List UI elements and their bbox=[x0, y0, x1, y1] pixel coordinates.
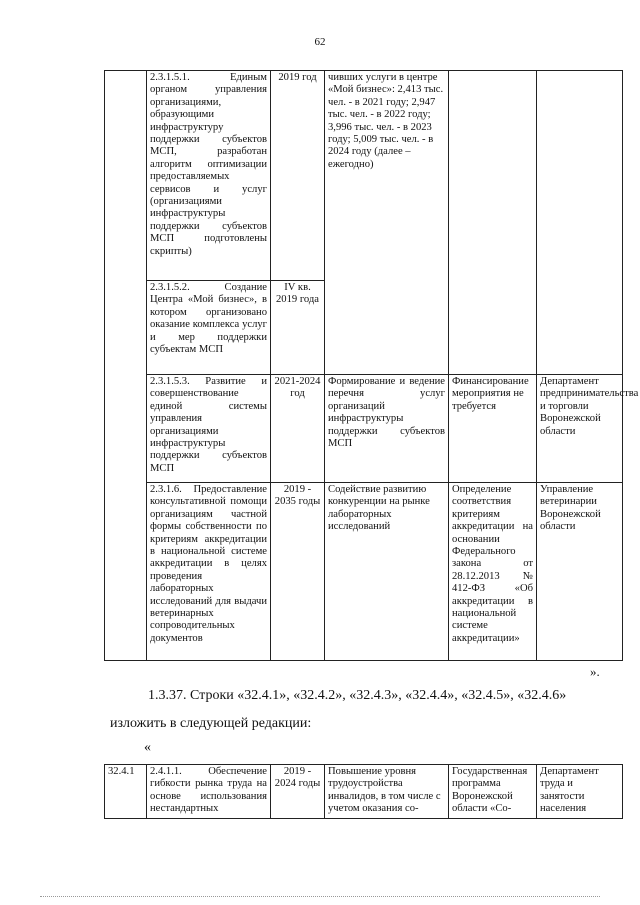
executor-cell: Департамент предпринимательства и торговли Воронежской области bbox=[537, 375, 623, 483]
opening-quote: « bbox=[144, 740, 151, 755]
new-rows-table bbox=[104, 764, 623, 819]
page-number: 62 bbox=[314, 36, 326, 48]
term-cell: 2019 - 2035 годы bbox=[271, 483, 325, 661]
code-cell: 32.4.1 bbox=[105, 765, 147, 819]
closing-quote: ». bbox=[590, 664, 600, 679]
finance-cell: Финансирование мероприятия не требуется bbox=[449, 375, 537, 483]
result-cell: чивших услуги в центре «Мой бизнес»: 2,413 тыс. чел. - в 2021 году; 2,947 тыс. чел. - в 2022 году; 3,996 тыс. чел. - в 2023 году; 5,009 тыс. чел. - в 2024 году (далее – ежегодно) bbox=[325, 71, 449, 375]
item-cell: 2.4.1.1. Обеспечение гибкости рынка труда на основе использования нестандартных bbox=[147, 765, 271, 819]
finance-cell bbox=[449, 71, 537, 375]
term-cell: 2019 - 2024 годы bbox=[271, 765, 325, 819]
measures-table bbox=[104, 70, 639, 661]
paragraph-amendment-cont: изложить в следующей редакции: bbox=[110, 716, 312, 731]
term-cell: 2021-2024 год bbox=[271, 375, 325, 483]
item-cell: 2.3.1.5.1. Единым органом управления организациями, образующими инфраструктуру поддержки субъектов МСП, разработан алгоритм оптимизации предоставляемых сервисов и услуг (организациями инфраструктуры поддержки субъектов МСП подготовлены скрипты) bbox=[147, 71, 271, 281]
term-cell: 2019 год bbox=[271, 71, 325, 281]
finance-cell: Государственная программа Воронежской области «Со- bbox=[449, 765, 537, 819]
result-cell: Формирование и ведение перечня услуг организаций инфраструктуры поддержки субъектов МСП bbox=[325, 375, 449, 483]
item-cell: 2.3.1.6. Предоставление консультативной помощи организациям частной формы собственности по критериям аккредитации в национальной системе аккредитации в целях проведения лабораторных исследований для выдачи ветеринарных сопроводительных документов bbox=[147, 483, 271, 661]
paragraph-amendment: 1.3.37. Строки «32.4.1», «32.4.2», «32.4.3», «32.4.4», «32.4.5», «32.4.6» bbox=[148, 688, 567, 703]
executor-cell bbox=[537, 71, 623, 375]
executor-cell: Департамент труда и занятости населения bbox=[537, 765, 623, 819]
result-cell: Содействие развитию конкуренции на рынке лабораторных исследований bbox=[325, 483, 449, 661]
executor-cell: Управление ветеринарии Воронежской области bbox=[537, 483, 623, 661]
item-cell: 2.3.1.5.2. Создание Центра «Мой бизнес», в котором организовано оказание комплекса услуг и мер поддержки субъектам МСП bbox=[147, 281, 271, 375]
item-cell: 2.3.1.5.3. Развитие и совершенствование единой системы управления организациями инфраструктуры поддержки субъектов МСП bbox=[147, 375, 271, 483]
result-cell: Повышение уровня трудоустройства инвалидов, в том числе с учетом оказания со- bbox=[325, 765, 449, 819]
finance-cell: Определение соответствия критериям аккредитации на основании Федерального закона от 28.12.2013 № 412-ФЗ «Об аккредитации в национальной системе аккредитации» bbox=[449, 483, 537, 661]
footer-divider bbox=[40, 896, 600, 897]
code-cell-empty bbox=[105, 71, 147, 661]
term-cell: IV кв. 2019 года bbox=[271, 281, 325, 375]
